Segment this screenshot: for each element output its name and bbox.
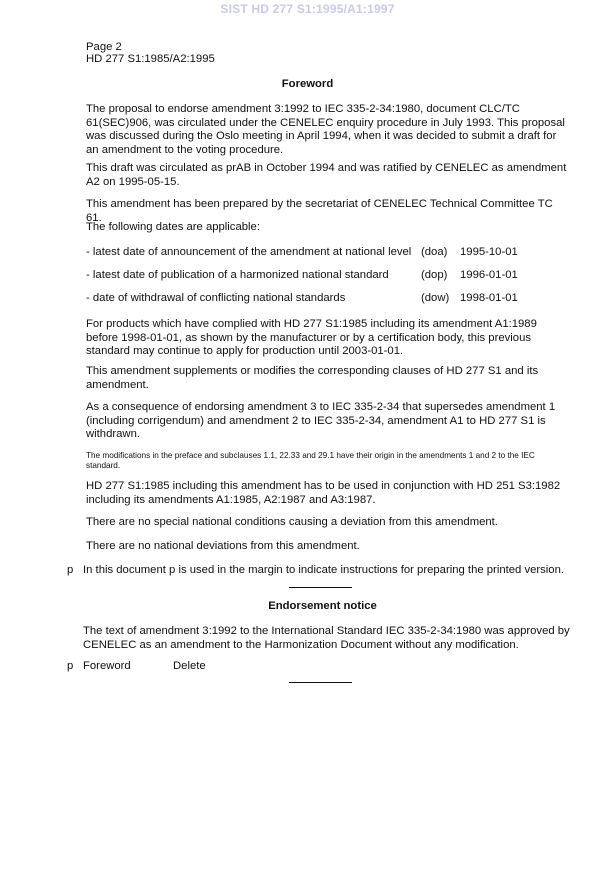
watermark: SIST HD 277 S1:1995/A1:1997 xyxy=(220,2,395,16)
foreword-paragraph-7: As a consequence of endorsing amendment 3 to IEC 335-2-34 that supersedes amendment 1 (including corrigendum) and amendment 2 to IEC 335-2-34, amendment A1 to HD 277 S1 is withdrawn. xyxy=(86,401,556,440)
date-abbr-dop: (dop) xyxy=(421,269,448,281)
date-label-doa: - latest date of announcement of the amendment at national level xyxy=(86,246,412,258)
foreword-paragraph-9: There are no special national conditions causing a deviation from this amendment. xyxy=(86,516,498,528)
section-divider xyxy=(289,587,352,588)
date-label-dop: - latest date of publication of a harmonized national standard xyxy=(86,269,389,281)
instruction-action: Delete xyxy=(173,660,206,672)
date-value-doa: 1995-10-01 xyxy=(460,246,518,258)
date-abbr-dow: (dow) xyxy=(421,292,450,304)
foreword-title: Foreword xyxy=(281,78,334,90)
instruction-marker: p xyxy=(67,660,74,672)
foreword-note: The modifications in the preface and subclauses 1.1, 22.33 and 29.1 have their origin in the amendments 1 and 2 to the IEC standard. xyxy=(86,451,535,470)
instruction-item: Foreword xyxy=(83,660,131,672)
endorsement-title: Endorsement notice xyxy=(268,600,377,612)
foreword-paragraph-1: The proposal to endorse amendment 3:1992 to IEC 335-2-34:1980, document CLC/TC 61(SEC)906, was circulated under the CENELEC enquiry procedure in July 1993. This proposal was discussed during the Oslo meeting in April 1994, when it was decided to submit a draft for an amendment to the voting procedure. xyxy=(86,103,565,156)
margin-marker: p xyxy=(67,564,74,576)
foreword-paragraph-8: HD 277 S1:1985 including this amendment has to be used in conjunction with HD 251 S3:1982 including its amendments A1:1985, A2:1987 and A3:1987. xyxy=(86,480,561,506)
foreword-paragraph-2: This draft was circulated as prAB in October 1994 and was ratified by CENELEC as amendment A2 on 1995-05-15. xyxy=(86,162,567,188)
foreword-paragraph-5: For products which have complied with HD 277 S1:1985 including its amendment A1:1989 before 1998-01-01, as shown by the manufacturer or by a certification body, this previous standard may continue to apply for production until 2003-01-01. xyxy=(86,318,537,357)
document-id: HD 277 S1:1985/A2:1995 xyxy=(86,53,215,65)
foreword-paragraph-11: In this document p is used in the margin to indicate instructions for preparing the printed version. xyxy=(83,564,565,576)
date-value-dop: 1996-01-01 xyxy=(460,269,518,281)
end-divider xyxy=(289,682,352,683)
foreword-paragraph-3: This amendment has been prepared by the secretariat of CENELEC Technical Committee TC 61. xyxy=(86,198,553,224)
date-label-dow: - date of withdrawal of conflicting national standards xyxy=(86,292,346,304)
page-number: Page 2 xyxy=(86,41,122,53)
foreword-paragraph-10: There are no national deviations from this amendment. xyxy=(86,540,360,552)
endorsement-text: The text of amendment 3:1992 to the International Standard IEC 335-2-34:1980 was approved by CENELEC as an amendment to the Harmonization Document without any modification. xyxy=(83,625,570,651)
foreword-paragraph-4: The following dates are applicable: xyxy=(86,221,260,233)
foreword-paragraph-6: This amendment supplements or modifies the corresponding clauses of HD 277 S1 and its amendment. xyxy=(86,365,539,391)
date-value-dow: 1998-01-01 xyxy=(460,292,518,304)
date-abbr-doa: (doa) xyxy=(421,246,448,258)
